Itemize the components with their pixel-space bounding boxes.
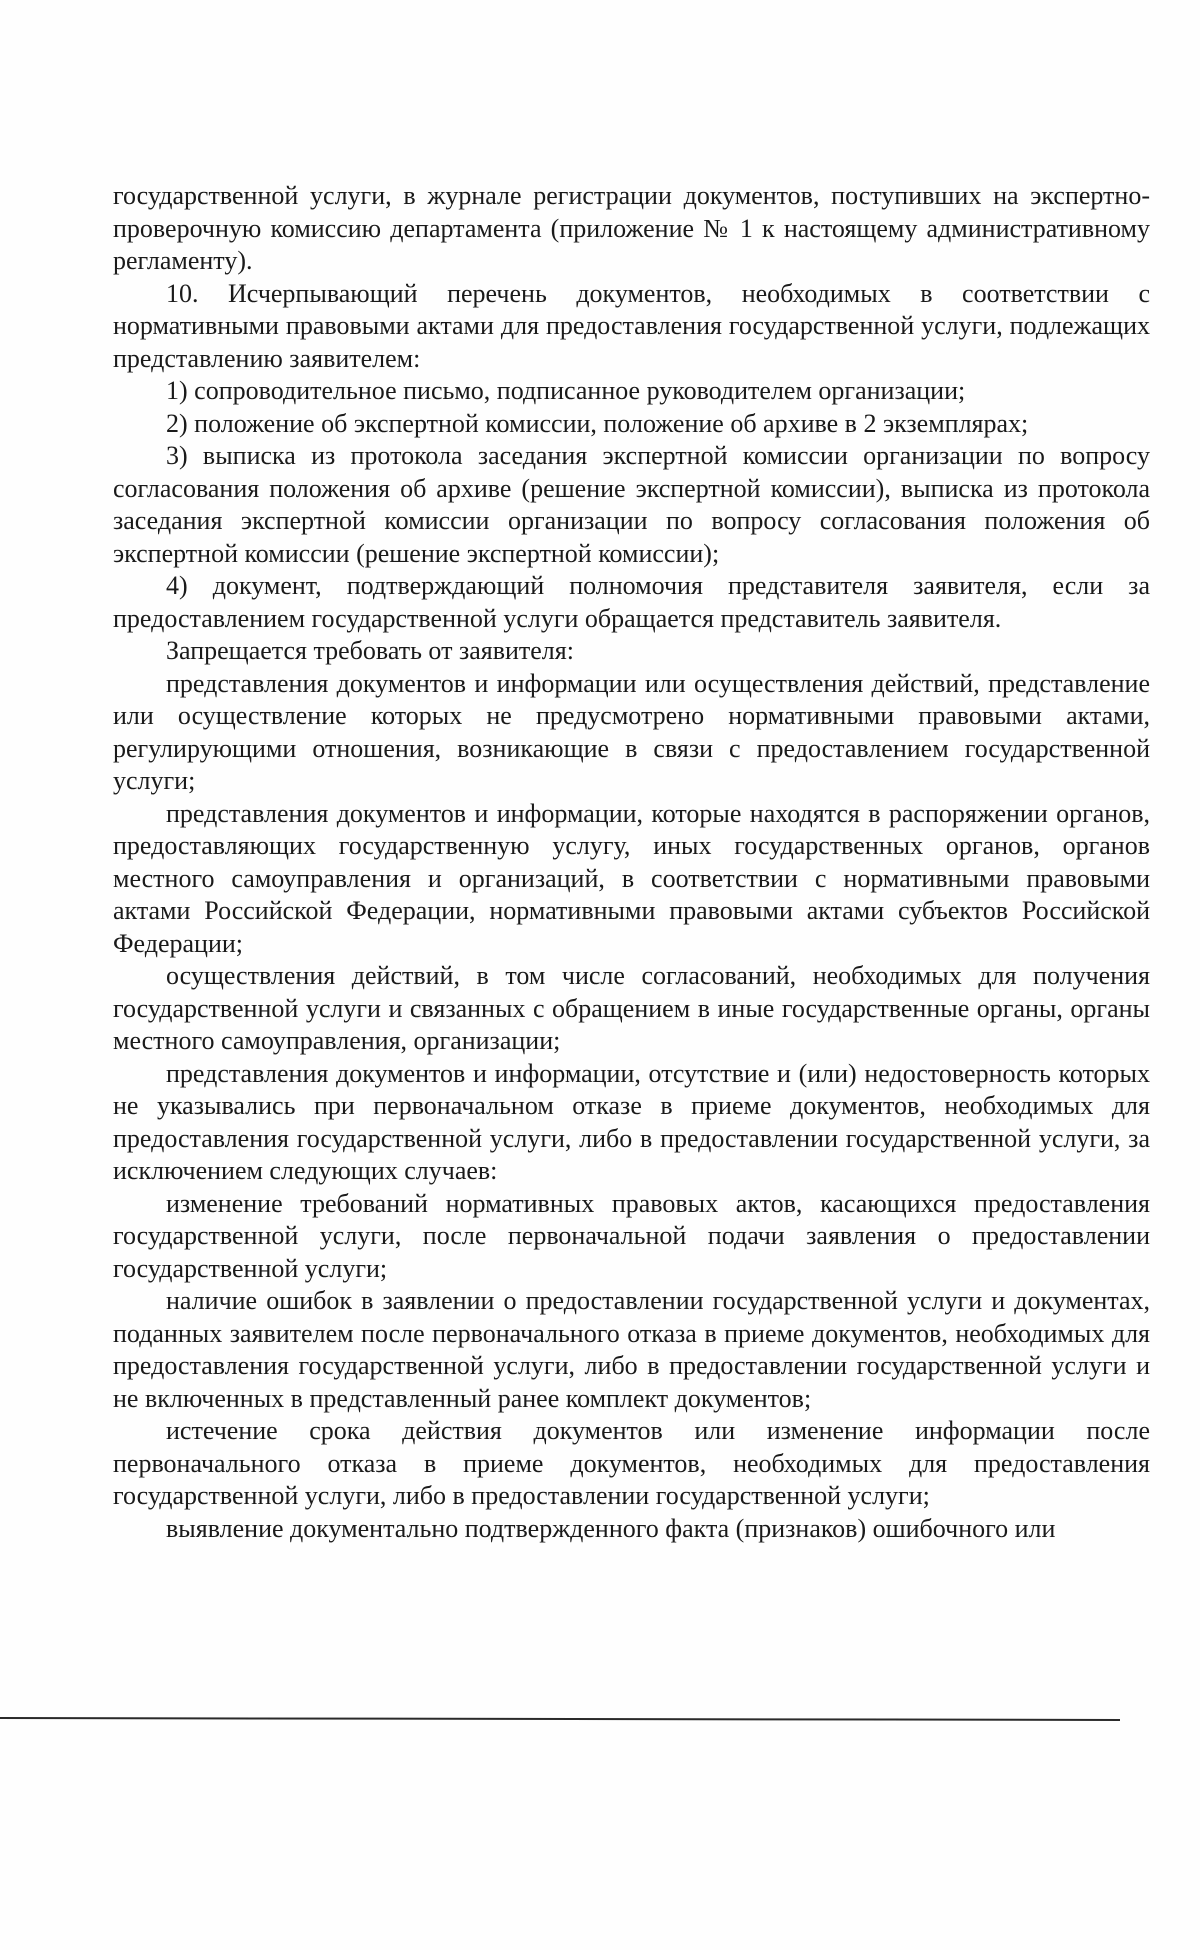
paragraph-prohibition-4: представления документов и информации, отсутствие и (или) недостоверность которых не указывались при первоначальном отказе в приеме документов, необходимых для предоставления государственной услуги, либо в предоставлении государственной услуги, за исключением следующих случаев: bbox=[113, 1058, 1150, 1185]
paragraph-exception-3: истечение срока действия документов или изменение информации после первоначального отказа в приеме документов, необходимых для предоставления государственной услуги, либо в предоставлении государственной услуги; bbox=[113, 1416, 1150, 1510]
list-item-4: 4) документ, подтверждающий полномочия представителя заявителя, если за предоставлением государственной услуги обращается представитель заявителя. bbox=[113, 571, 1150, 633]
paragraph-exception-1: изменение требований нормативных правовых актов, касающихся предоставления государственной услуги, после первоначальной подачи заявления о предоставлении государственной услуги; bbox=[113, 1188, 1150, 1283]
paragraph-prohibition-1: представления документов и информации или осуществления действий, представление или осуществление которых не предусмотрено нормативными правовыми актами, регулирующими отношения, возникающие в связи с предоставлением государственной услуги; bbox=[113, 668, 1150, 795]
list-item-2: 2) положение об экспертной комиссии, положение об архиве в 2 экземплярах; bbox=[166, 408, 1029, 438]
paragraph-prohibition-2: представления документов и информации, которые находятся в распоряжении органов, предоставляющих государственную услугу, иных государственных органов, органов местного самоуправления и организаций, в соответствии с нормативными правовыми актами Российской Федерации, нормативными правовыми актами субъектов Российской Федерации; bbox=[113, 798, 1150, 958]
paragraph-prohibition-3: осуществления действий, в том числе согласований, необходимых для получения государственной услуги и связанных с обращением в иные государственные органы, органы местного самоуправления, организации; bbox=[113, 961, 1150, 1055]
page-divider-line bbox=[0, 1717, 1120, 1721]
paragraph-exception-2: наличие ошибок в заявлении о предоставлении государственной услуги и документах, поданных заявителем после первоначального отказа в приеме документов, необходимых для предоставления государственной услуги, либо в предоставлении государственной услуги и не включенных в представленный ранее комплект документов; bbox=[113, 1286, 1150, 1413]
paragraph-prohibition-heading: Запрещается требовать от заявителя: bbox=[166, 636, 574, 665]
list-item-3: 3) выписка из протокола заседания экспертной комиссии организации по вопросу согласования положения об архиве (решение экспертной комиссии), выписка из протокола заседания экспертной комиссии организации по вопросу согласования положения об экспертной комиссии (решение экспертной комиссии); bbox=[113, 441, 1150, 568]
paragraph-item-10: 10. Исчерпывающий перечень документов, необходимых в соответствии с нормативными правовыми актами для предоставления государственной услуги, подлежащих представлению заявителем: bbox=[113, 278, 1150, 373]
document-body bbox=[113, 180, 1150, 1545]
paragraph-exception-4: выявление документально подтвержденного факта (признаков) ошибочного или bbox=[166, 1513, 1056, 1543]
list-item-1: 1) сопроводительное письмо, подписанное руководителем организации; bbox=[166, 376, 966, 405]
paragraph-continuation: государственной услуги, в журнале регистрации документов, поступивших на экспертно-проверочную комиссию департамента (приложение № 1 к настоящему административному регламенту). bbox=[113, 181, 1150, 275]
